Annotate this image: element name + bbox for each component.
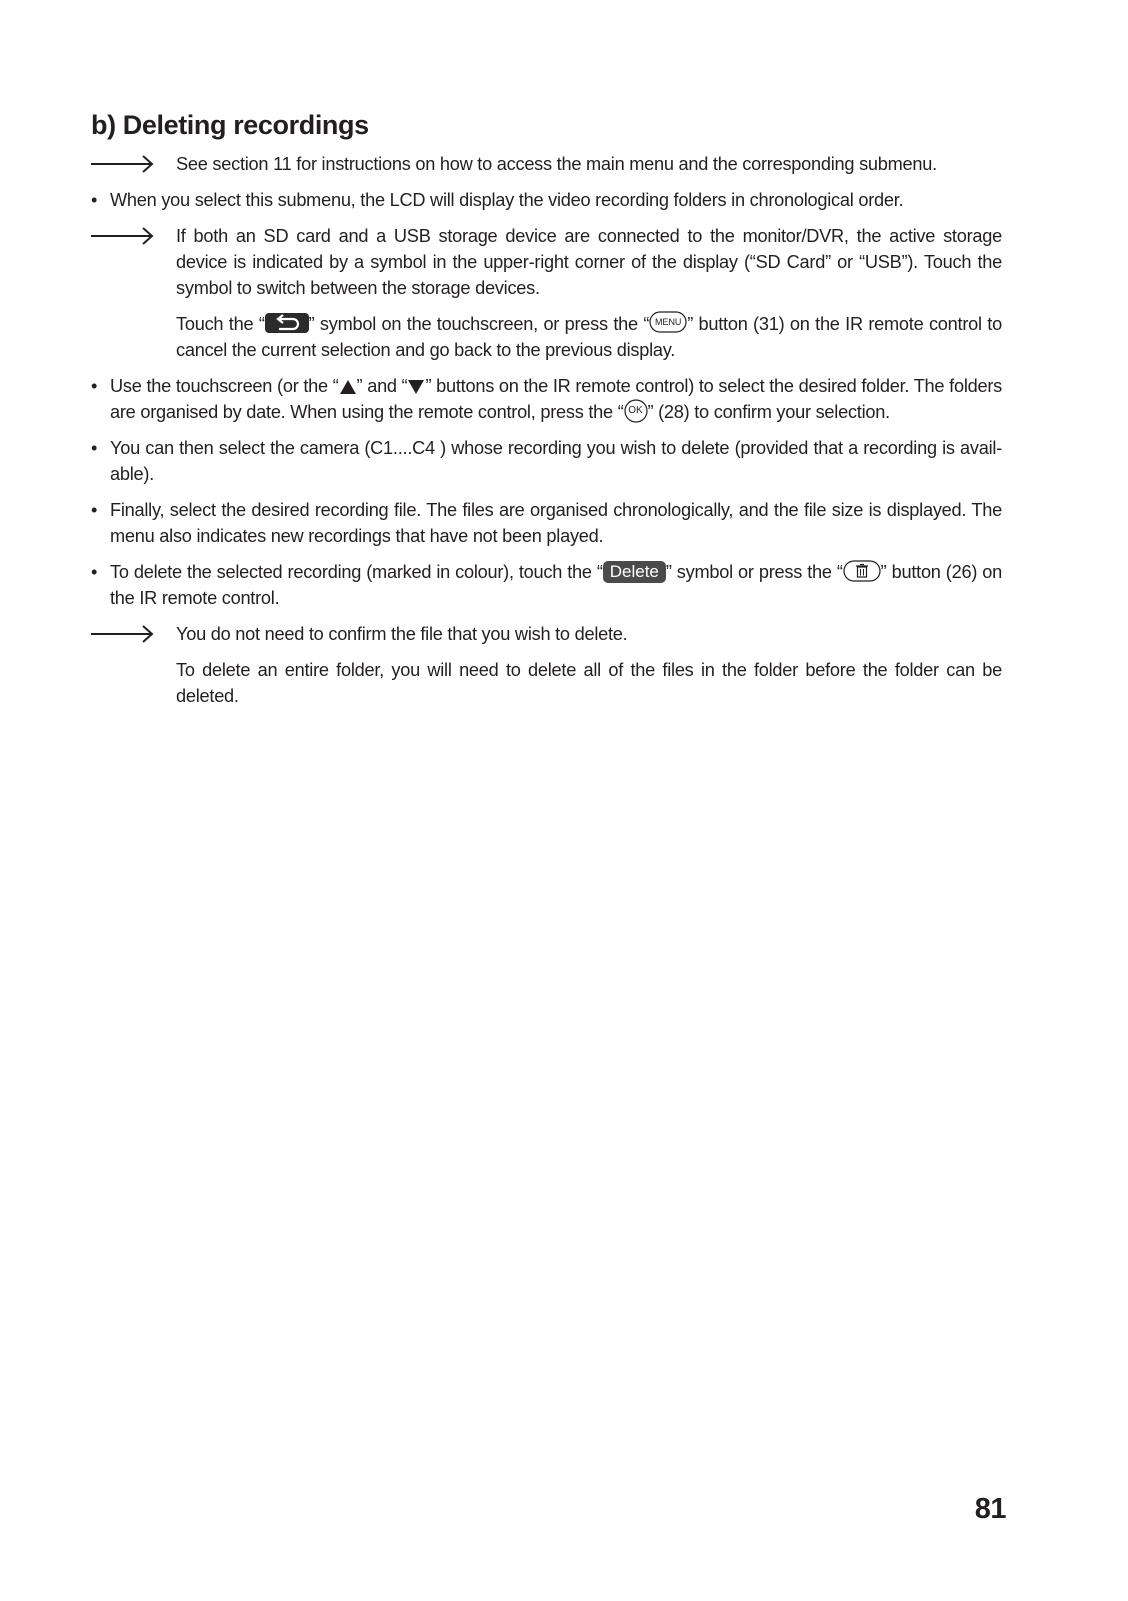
bullet-marker: • (91, 562, 98, 582)
text-fragment: ” and “ (356, 376, 408, 396)
bullet-camera (91, 435, 1002, 487)
delete-symbol: Delete (603, 561, 666, 583)
text-fragment: ” symbol on the touchscreen, or press the “ (308, 314, 650, 334)
menu-button-label: MENU (654, 317, 682, 327)
arrow-right-icon (91, 226, 155, 246)
bullet-marker: • (91, 190, 98, 210)
note-no-confirm-text: You do not need to confirm the file that you wish to delete. (176, 624, 628, 644)
text-fragment: ” button (26) on the IR remote control. (110, 562, 1003, 608)
bullet-delete (91, 559, 1002, 611)
note-no-confirm (91, 621, 1002, 647)
bullet-marker: • (91, 500, 98, 520)
back-icon (265, 313, 309, 333)
bullet-chronological (91, 187, 1002, 213)
note-touch-back-text (176, 311, 1002, 363)
text-fragment: ” (28) to confirm your selection. (647, 402, 890, 422)
bullet-marker: • (91, 376, 98, 396)
text-fragment: Touch the “ (176, 314, 265, 334)
note-storage-text: If both an SD card and a USB storage device are connected to the monitor/DVR, the active storage device is indicated by a symbol in the upper-right corner of the display (“SD Card” or “USB”). Touch the symbol to switch between the storage devices. (176, 226, 1002, 298)
arrow-right-icon (91, 154, 155, 174)
bullet-delete-text (110, 559, 1002, 611)
triangle-down-icon (407, 379, 425, 395)
bullet-folders (91, 373, 1002, 425)
page-content (91, 108, 1002, 719)
note-entire-folder-text: To delete an entire folder, you will need to delete all of the files in the folder before the folder can be deleted. (176, 660, 1002, 706)
note-see-section-text: See section 11 for instructions on how to access the main menu and the corresponding submenu. (176, 154, 937, 174)
bullet-folders-text (110, 373, 1002, 425)
menu-button-icon (649, 311, 687, 333)
note-see-section (91, 151, 1002, 177)
note-storage (91, 223, 1002, 301)
text-fragment: Use the touchscreen (or the “ (110, 376, 339, 396)
section-heading: b) Deleting recordings (91, 110, 369, 140)
note-entire-folder (91, 657, 1002, 709)
bullet-file (91, 497, 1002, 549)
arrow-right-icon (91, 624, 155, 644)
text-fragment: To delete the selected recording (marked in colour), touch the “ (110, 562, 603, 582)
note-touch-back (91, 311, 1002, 363)
bullet-marker: • (91, 438, 98, 458)
ok-button-label: OK (628, 405, 643, 416)
text-fragment: ” symbol or press the “ (665, 562, 843, 582)
triangle-up-icon (339, 379, 357, 395)
bullet-file-text: Finally, select the desired recording file. The files are organised chronologically, and the file size is displayed. The menu also indicates new recordings that have not been played. (110, 500, 1002, 546)
text-fragment: ” button (31) on the IR remote control to cancel the current selection and go back to the previous display. (176, 314, 1002, 360)
bullet-chronological-text: When you select this submenu, the LCD will display the video recording folders in chronological order. (110, 190, 904, 210)
page-number: 81 (974, 1493, 1006, 1525)
ok-button-icon (624, 399, 648, 423)
bullet-camera-text: You can then select the camera (C1....C4 ) whose recording you wish to delete (provided that a recording is avail-able). (110, 438, 1002, 484)
text-fragment: ” buttons on the IR remote control) to select the desired folder. The folders are organised by date. When using the remote control, press the “ (110, 376, 1002, 422)
trash-button-icon (843, 560, 881, 582)
